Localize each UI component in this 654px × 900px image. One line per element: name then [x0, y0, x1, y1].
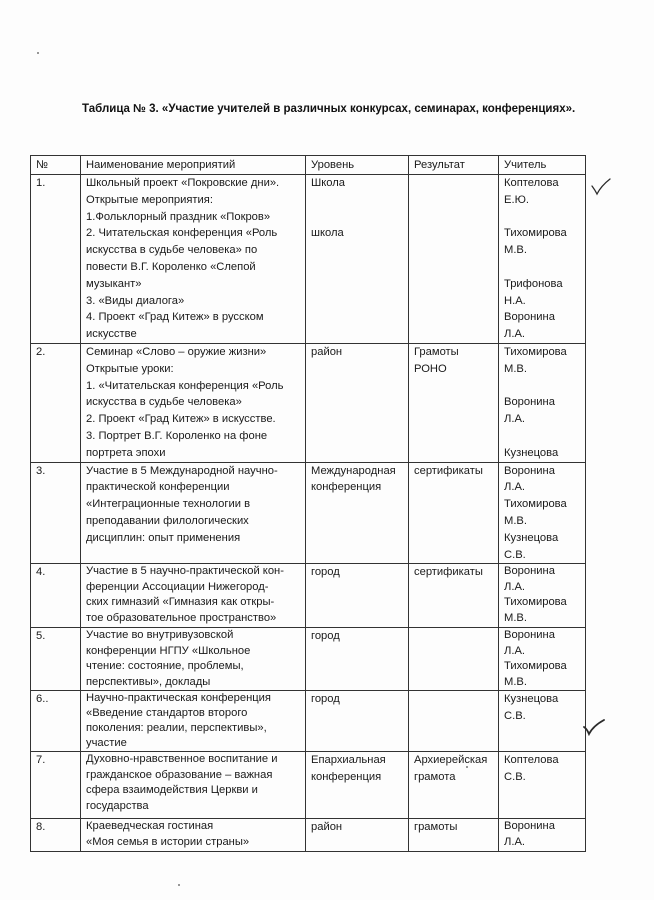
- event-result: [409, 752, 499, 819]
- event-level-line: конференция: [311, 771, 382, 784]
- event-name: [81, 343, 306, 462]
- event-name: [81, 564, 306, 628]
- table-row: [31, 752, 586, 819]
- event-name-line: повести В.Г. Короленко «Слепой: [86, 260, 256, 273]
- event-level-line: школа: [311, 227, 344, 240]
- teacher-line: Тихомирова: [504, 345, 567, 358]
- checkmark-icon: [590, 178, 612, 196]
- event-name-line: 3. «Виды диалога»: [86, 294, 185, 307]
- event-teachers: [499, 462, 586, 564]
- teacher-line: Л.А.: [504, 328, 526, 341]
- event-name-line: чтение: состояние, проблемы,: [86, 660, 244, 673]
- page-title: Таблица № 3. «Участие учителей в различных конкурсах, семинарах, конференциях».: [82, 103, 576, 115]
- teacher-line: Л.А.: [504, 644, 526, 657]
- event-level: [306, 752, 409, 819]
- teacher-line: Коптелова: [504, 754, 559, 767]
- scan-dot: [466, 766, 468, 768]
- event-name-line: 2. Читательская конференция «Роль: [86, 227, 278, 240]
- teacher-line: Воронина: [504, 311, 555, 324]
- event-name-line: Участие в 5 научно-практической кон-: [86, 565, 284, 578]
- event-teachers: [499, 819, 586, 852]
- header-num: №: [31, 156, 81, 175]
- event-name-line: 1. «Читательская конференция «Роль: [86, 379, 284, 392]
- event-name-line: «Интеграционные технологии в: [86, 498, 251, 511]
- teacher-line: М.В.: [504, 611, 527, 624]
- event-level-line: Школа: [311, 177, 345, 189]
- row-num: 8.: [31, 819, 81, 852]
- event-name-line: искусства в судьбе человека» по: [86, 244, 258, 257]
- event-teachers: [499, 343, 586, 462]
- teacher-line: Кузнецова: [504, 446, 559, 459]
- teacher-line: Тихомирова: [504, 498, 567, 511]
- teacher-line: Л.А.: [504, 835, 526, 848]
- header-name: Наименование мероприятий: [81, 156, 306, 175]
- event-name-line: тое образовательное пространство»: [86, 611, 277, 624]
- teacher-line: Тихомирова: [504, 660, 567, 673]
- event-name: [81, 628, 306, 691]
- event-level-line: Епархиальная: [311, 754, 386, 767]
- event-name-line: Семинар «Слово – оружие жизни»: [86, 345, 267, 358]
- event-level: [306, 175, 409, 344]
- event-level: город: [306, 691, 409, 752]
- event-name-line: участие: [86, 737, 127, 750]
- table-row: [31, 819, 586, 852]
- row-num: 3.: [31, 462, 81, 564]
- header-result: Результат: [409, 156, 499, 175]
- event-name: [81, 462, 306, 564]
- teacher-line: Коптелова: [504, 177, 559, 189]
- table-row: [31, 462, 586, 564]
- teacher-line: Воронина: [504, 565, 555, 578]
- event-name-line: 3. Портрет В.Г. Короленко на фоне: [86, 429, 268, 442]
- event-name-line: Открытые мероприятия:: [86, 193, 213, 206]
- table-row: [31, 343, 586, 462]
- event-teachers: [499, 691, 586, 752]
- event-name-line: музыкант»: [86, 277, 142, 290]
- event-name-line: Участие во внутривузовской: [86, 629, 234, 642]
- event-teachers: [499, 752, 586, 819]
- teacher-line: Трифонова: [504, 277, 563, 290]
- event-name: [81, 691, 306, 752]
- scan-dot: [178, 884, 180, 886]
- teacher-line: Л.А.: [504, 413, 526, 426]
- event-name: [81, 752, 306, 819]
- event-name-line: преподавании филологических: [86, 514, 249, 527]
- event-result: сертификаты: [409, 462, 499, 564]
- teacher-line: Воронина: [504, 396, 555, 409]
- event-name-line: «Введение стандартов второго: [86, 707, 248, 720]
- event-name-line: Духовно-нравственное воспитание и: [86, 753, 278, 766]
- table-row: [31, 175, 586, 344]
- event-result-line: грамота: [414, 771, 456, 784]
- event-name-line: Научно-практическая конференция: [86, 692, 271, 705]
- row-num: 5.: [31, 628, 81, 691]
- event-name-line: поколения: реалии, перспективы»,: [86, 722, 267, 735]
- event-name-line: искусства в судьбе человека»: [86, 396, 242, 409]
- event-level: район: [306, 819, 409, 852]
- event-name-line: Участие в 5 Международной научно-: [86, 464, 278, 477]
- event-name-line: конференции НГПУ «Школьное: [86, 644, 251, 657]
- row-num: 6..: [31, 691, 81, 752]
- event-name-line: гражданское образование – важная: [86, 768, 273, 781]
- event-result: [409, 343, 499, 462]
- header-teacher: Учитель: [499, 156, 586, 175]
- teacher-line: С.В.: [504, 710, 526, 723]
- table-row: [31, 628, 586, 691]
- event-name-line: Открытые уроки:: [86, 362, 174, 375]
- checkmark-icon: [583, 718, 605, 736]
- event-name-line: 1.Фольклорный праздник «Покров»: [86, 210, 271, 223]
- teacher-line: Л.А.: [504, 580, 526, 593]
- event-name-line: сфера взаимодействия Церкви и: [86, 784, 258, 797]
- event-result: [409, 691, 499, 752]
- participation-table: [30, 155, 586, 852]
- event-level-line: конференция: [311, 481, 382, 494]
- event-teachers: [499, 564, 586, 628]
- event-name-line: портрета эпохи: [86, 446, 166, 459]
- event-result: сертификаты: [409, 564, 499, 628]
- event-result-line: Архиерейская: [414, 754, 488, 767]
- row-num: 2.: [31, 343, 81, 462]
- table-row: [31, 691, 586, 752]
- teacher-line: Л.А.: [504, 481, 526, 494]
- event-name-line: «Моя семья в истории страны»: [86, 835, 250, 848]
- event-teachers: [499, 628, 586, 691]
- event-name-line: Краеведческая гостиная: [86, 820, 214, 833]
- event-name-line: Школьный проект «Покровские дни».: [86, 177, 280, 189]
- row-num: 7.: [31, 752, 81, 819]
- event-level: город: [306, 628, 409, 691]
- table-row: [31, 564, 586, 628]
- event-name-line: перспективы», доклады: [86, 675, 211, 688]
- scan-dot: [37, 52, 39, 54]
- event-result: грамоты: [409, 819, 499, 852]
- teacher-line: Кузнецова: [504, 693, 559, 706]
- event-name-line: дисциплин: опыт применения: [86, 531, 241, 544]
- event-name-line: государства: [86, 799, 149, 812]
- teacher-line: Воронина: [504, 464, 555, 477]
- teacher-line: Е.Ю.: [504, 193, 529, 206]
- event-level: город: [306, 564, 409, 628]
- teacher-line: Кузнецова: [504, 531, 559, 544]
- teacher-line: Н.А.: [504, 294, 526, 307]
- event-teachers: [499, 175, 586, 344]
- teacher-line: С.В.: [504, 771, 526, 784]
- teacher-line: М.В.: [504, 362, 527, 375]
- row-num: 1.: [31, 175, 81, 344]
- event-name-line: 4. Проект «Град Китеж» в русском: [86, 311, 264, 324]
- event-name-line: искусстве: [86, 328, 137, 341]
- table-header-row: [31, 156, 586, 175]
- teacher-line: М.В.: [504, 514, 527, 527]
- teacher-line: С.В.: [504, 548, 526, 561]
- event-level: [306, 462, 409, 564]
- teacher-line: М.В.: [504, 244, 527, 257]
- event-level: район: [306, 343, 409, 462]
- event-name-line: ских гимназий «Гимназия как откры-: [86, 596, 275, 609]
- event-name-line: 2. Проект «Град Китеж» в искусстве.: [86, 413, 276, 426]
- teacher-line: Тихомирова: [504, 596, 567, 609]
- event-name: [81, 175, 306, 344]
- event-result-line: Грамоты: [414, 345, 459, 358]
- event-name: [81, 819, 306, 852]
- teacher-line: М.В.: [504, 675, 527, 688]
- event-result-line: РОНО: [414, 362, 447, 375]
- event-name-line: ференции Ассоциации Нижегород-: [86, 580, 269, 593]
- event-result: [409, 175, 499, 344]
- teacher-line: Воронина: [504, 629, 555, 642]
- event-level-line: Международная: [311, 464, 396, 477]
- event-result: [409, 628, 499, 691]
- header-level: Уровень: [306, 156, 409, 175]
- row-num: 4.: [31, 564, 81, 628]
- event-name-line: практической конференции: [86, 481, 230, 494]
- teacher-line: Тихомирова: [504, 227, 567, 240]
- teacher-line: Воронина: [504, 820, 555, 833]
